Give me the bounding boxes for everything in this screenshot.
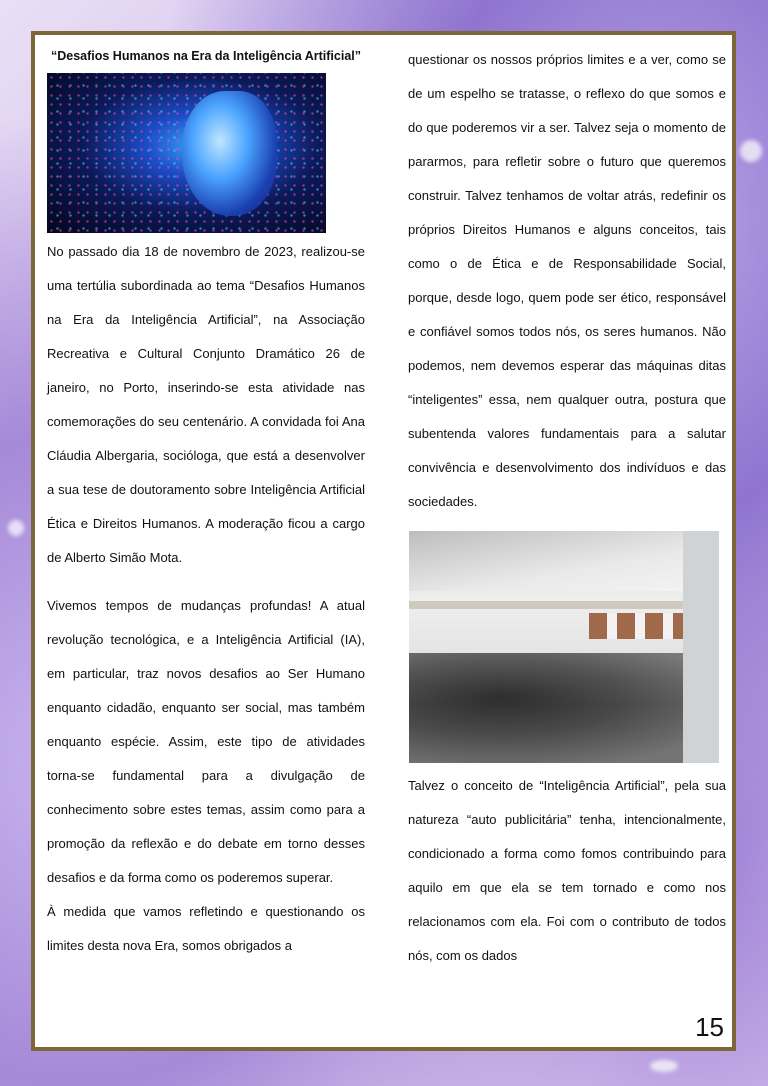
left-column: [47, 43, 365, 963]
article-title: “Desafios Humanos na Era da Inteligência Artificial”: [50, 49, 362, 63]
paragraph-event: No passado dia 18 de novembro de 2023, realizou-se uma tertúlia subordinada ao tema “Desafios Humanos na Era da Inteligência Artificial”, na Associação Recreativa e Cultural Conjunto Dramático 26 de janeiro, no Porto, inserindo-se esta atividade nas comemorações do seu centenário. A convidada foi Ana Cláudia Albergaria, socióloga, que está a desenvolver a sua tese de doutoramento sobre Inteligência Artificial Ética e Direitos Humanos. A moderação ficou a cargo de Alberto Simão Mota.: [47, 244, 365, 565]
page-number: 15: [695, 1012, 724, 1042]
right-column: [408, 43, 726, 973]
paragraph-changes: Vivemos tempos de mudanças profundas! A atual revolução tecnológica, e a Inteligência Artificial (IA), em particular, traz novos desafios ao Ser Humano enquanto cidadão, enquanto ser social, mas também enquanto espécie. Assim, este tipo de atividades torna-se fundamental para a divulgação de conhecimento sobre estes temas, assim como para a promoção da reflexão e do debate em torno desses desafios e da forma como os poderemos superar.: [47, 598, 365, 885]
article-page: [31, 31, 736, 1051]
meeting-photo: [409, 531, 719, 763]
paragraph-concept: Talvez o conceito de “Inteligência Artificial”, pela sua natureza “auto publicitária” tenha, intencionalmente, condicionado a forma como fomos contribuindo para aquilo em que ela se tem tornado e como nos relacionamos com ela. Foi com o contributo de todos nós, com os dados: [408, 778, 726, 963]
paragraph-limits: À medida que vamos refletindo e questionando os limites desta nova Era, somos obrigados a: [47, 904, 365, 953]
paragraph-reflection: questionar os nossos próprios limites e a ver, como se de um espelho se tratasse, o reflexo do que somos e do que poderemos vir a ser. Talvez seja o momento de pararmos, para refletir sobre o futuro que queremos construir. Talvez tenhamos de voltar atrás, redefinir os próprios Direitos Humanos e alguns conceitos, tais como o de Ética e de Responsabilidade Social, porque, desde logo, quem pode ser ético, responsável e confiável somos todos nós, os seres humanos. Não podemos, nem devemos esperar das máquinas ditas “inteligentes” essa, nem qualquer outra, postura que subentenda valores fundamentais para a salutar convivência e desenvolvimento dos indivíduos e das sociedades.: [408, 52, 726, 509]
ai-face-image: [47, 73, 326, 233]
